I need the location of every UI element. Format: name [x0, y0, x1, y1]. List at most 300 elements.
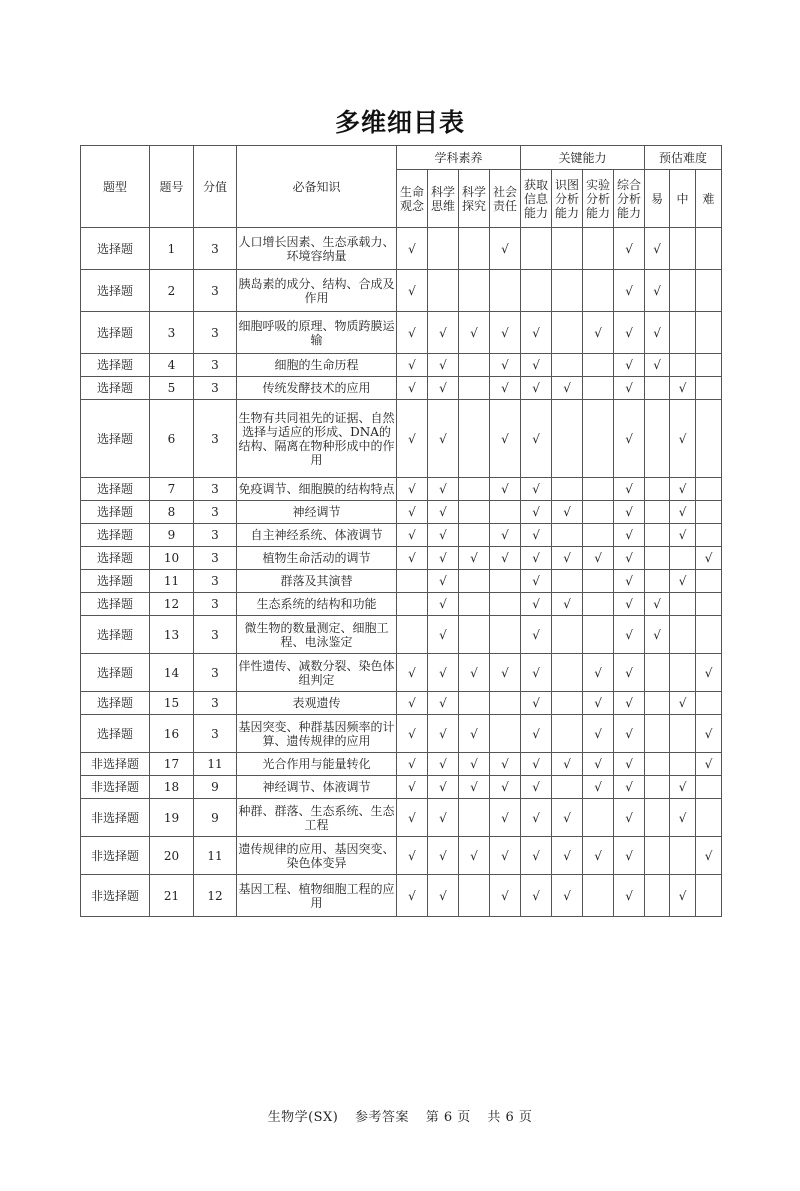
- cell-number: 15: [150, 692, 194, 715]
- check-cell: √: [428, 799, 459, 837]
- header-group-ability: 关键能力: [521, 146, 645, 170]
- check-cell: [645, 715, 670, 753]
- cell-type: 选择题: [81, 570, 150, 593]
- check-cell: [459, 270, 490, 312]
- check-cell: √: [428, 524, 459, 547]
- check-cell: √: [428, 875, 459, 917]
- check-cell: [459, 570, 490, 593]
- check-cell: [583, 799, 614, 837]
- check-cell: √: [397, 875, 428, 917]
- check-cell: [459, 875, 490, 917]
- check-cell: [645, 776, 670, 799]
- check-cell: √: [397, 270, 428, 312]
- check-cell: √: [428, 547, 459, 570]
- check-cell: [670, 837, 696, 875]
- table-row: [81, 715, 722, 753]
- check-cell: √: [459, 312, 490, 354]
- cell-score: 3: [194, 547, 237, 570]
- cell-knowledge: 细胞呼吸的原理、物质跨膜运输: [237, 312, 397, 354]
- check-cell: √: [696, 654, 722, 692]
- check-cell: √: [670, 776, 696, 799]
- check-cell: [696, 524, 722, 547]
- cell-number: 14: [150, 654, 194, 692]
- cell-score: 11: [194, 753, 237, 776]
- check-cell: [645, 377, 670, 400]
- check-cell: √: [583, 715, 614, 753]
- check-cell: √: [428, 478, 459, 501]
- table-row: [81, 354, 722, 377]
- check-cell: √: [428, 776, 459, 799]
- cell-knowledge: 伴性遗传、减数分裂、染色体组判定: [237, 654, 397, 692]
- check-cell: [459, 354, 490, 377]
- check-cell: [670, 616, 696, 654]
- check-cell: [490, 570, 521, 593]
- cell-number: 16: [150, 715, 194, 753]
- cell-score: 3: [194, 270, 237, 312]
- check-cell: √: [521, 837, 552, 875]
- check-cell: √: [459, 547, 490, 570]
- cell-knowledge: 植物生命活动的调节: [237, 547, 397, 570]
- header-group-literacy: 学科素养: [397, 146, 521, 170]
- check-cell: [670, 715, 696, 753]
- check-cell: [670, 753, 696, 776]
- cell-number: 21: [150, 875, 194, 917]
- cell-type: 选择题: [81, 616, 150, 654]
- cell-knowledge: 种群、群落、生态系统、生态工程: [237, 799, 397, 837]
- check-cell: [645, 692, 670, 715]
- cell-type: 选择题: [81, 524, 150, 547]
- cell-type: 选择题: [81, 312, 150, 354]
- check-cell: [459, 692, 490, 715]
- check-cell: [583, 270, 614, 312]
- check-cell: [645, 570, 670, 593]
- cell-score: 3: [194, 692, 237, 715]
- check-cell: √: [670, 570, 696, 593]
- check-cell: √: [645, 228, 670, 270]
- check-cell: √: [397, 654, 428, 692]
- page-footer: [0, 1106, 800, 1125]
- check-cell: √: [614, 799, 645, 837]
- check-cell: √: [670, 692, 696, 715]
- check-cell: √: [696, 547, 722, 570]
- check-cell: √: [614, 753, 645, 776]
- cell-knowledge: 神经调节、体液调节: [237, 776, 397, 799]
- check-cell: √: [614, 312, 645, 354]
- subheader-cell: 科学 思维: [428, 170, 459, 228]
- check-cell: √: [490, 478, 521, 501]
- check-cell: [670, 228, 696, 270]
- check-cell: √: [670, 799, 696, 837]
- check-cell: √: [428, 501, 459, 524]
- check-cell: √: [490, 799, 521, 837]
- cell-number: 9: [150, 524, 194, 547]
- cell-type: 选择题: [81, 547, 150, 570]
- header-number: 题号: [150, 146, 194, 228]
- cell-score: 3: [194, 354, 237, 377]
- check-cell: √: [490, 400, 521, 478]
- check-cell: √: [552, 377, 583, 400]
- check-cell: [397, 616, 428, 654]
- subheader-cell: 难: [696, 170, 722, 228]
- check-cell: √: [459, 776, 490, 799]
- check-cell: √: [614, 837, 645, 875]
- cell-score: 12: [194, 875, 237, 917]
- cell-number: 1: [150, 228, 194, 270]
- table-row: [81, 799, 722, 837]
- check-cell: √: [614, 377, 645, 400]
- check-cell: √: [583, 692, 614, 715]
- check-cell: [696, 228, 722, 270]
- cell-score: 3: [194, 501, 237, 524]
- check-cell: √: [490, 753, 521, 776]
- check-cell: √: [521, 570, 552, 593]
- cell-type: 选择题: [81, 478, 150, 501]
- check-cell: √: [397, 354, 428, 377]
- check-cell: [645, 524, 670, 547]
- check-cell: √: [428, 837, 459, 875]
- cell-knowledge: 基因突变、种群基因频率的计算、遗传规律的应用: [237, 715, 397, 753]
- check-cell: √: [521, 753, 552, 776]
- cell-number: 4: [150, 354, 194, 377]
- check-cell: √: [428, 692, 459, 715]
- check-cell: √: [583, 547, 614, 570]
- check-cell: √: [397, 547, 428, 570]
- header-score: 分值: [194, 146, 237, 228]
- check-cell: [490, 270, 521, 312]
- cell-type: 非选择题: [81, 753, 150, 776]
- check-cell: [459, 478, 490, 501]
- cell-number: 12: [150, 593, 194, 616]
- cell-score: 11: [194, 837, 237, 875]
- check-cell: [583, 875, 614, 917]
- check-cell: [459, 593, 490, 616]
- check-cell: [583, 616, 614, 654]
- check-cell: [645, 875, 670, 917]
- check-cell: √: [428, 570, 459, 593]
- cell-type: 选择题: [81, 593, 150, 616]
- header-knowledge: 必备知识: [237, 146, 397, 228]
- check-cell: √: [397, 377, 428, 400]
- check-cell: [696, 570, 722, 593]
- cell-knowledge: 传统发酵技术的应用: [237, 377, 397, 400]
- check-cell: √: [521, 654, 552, 692]
- check-cell: √: [696, 837, 722, 875]
- check-cell: √: [670, 501, 696, 524]
- cell-type: 非选择题: [81, 776, 150, 799]
- check-cell: [459, 799, 490, 837]
- check-cell: √: [583, 312, 614, 354]
- table-row: [81, 270, 722, 312]
- cell-number: 7: [150, 478, 194, 501]
- check-cell: [552, 228, 583, 270]
- check-cell: [696, 501, 722, 524]
- cell-score: 3: [194, 312, 237, 354]
- check-cell: [490, 593, 521, 616]
- check-cell: √: [614, 616, 645, 654]
- cell-number: 18: [150, 776, 194, 799]
- check-cell: [670, 654, 696, 692]
- cell-type: 选择题: [81, 654, 150, 692]
- check-cell: [459, 228, 490, 270]
- cell-knowledge: 基因工程、植物细胞工程的应用: [237, 875, 397, 917]
- check-cell: √: [614, 524, 645, 547]
- check-cell: √: [614, 270, 645, 312]
- table-row: [81, 654, 722, 692]
- check-cell: √: [645, 354, 670, 377]
- check-cell: √: [696, 715, 722, 753]
- check-cell: √: [490, 776, 521, 799]
- check-cell: √: [397, 228, 428, 270]
- check-cell: √: [521, 799, 552, 837]
- check-cell: √: [552, 753, 583, 776]
- check-cell: √: [490, 377, 521, 400]
- cell-number: 17: [150, 753, 194, 776]
- table-row: [81, 547, 722, 570]
- table-row: [81, 228, 722, 270]
- check-cell: √: [428, 715, 459, 753]
- cell-knowledge: 群落及其演替: [237, 570, 397, 593]
- table-row: [81, 692, 722, 715]
- check-cell: [645, 501, 670, 524]
- check-cell: √: [521, 875, 552, 917]
- check-cell: [583, 524, 614, 547]
- cell-knowledge: 生态系统的结构和功能: [237, 593, 397, 616]
- check-cell: [397, 593, 428, 616]
- header-type: 题型: [81, 146, 150, 228]
- cell-type: 选择题: [81, 501, 150, 524]
- check-cell: √: [521, 354, 552, 377]
- header-group-difficulty: 预估难度: [645, 146, 722, 170]
- check-cell: [583, 400, 614, 478]
- check-cell: [583, 593, 614, 616]
- subheader-cell: 实验 分析 能力: [583, 170, 614, 228]
- check-cell: [583, 570, 614, 593]
- check-cell: [645, 654, 670, 692]
- check-cell: [552, 524, 583, 547]
- check-cell: √: [583, 753, 614, 776]
- check-cell: √: [521, 478, 552, 501]
- check-cell: √: [521, 501, 552, 524]
- check-cell: [521, 228, 552, 270]
- table-row: [81, 478, 722, 501]
- cell-knowledge: 细胞的生命历程: [237, 354, 397, 377]
- check-cell: [583, 228, 614, 270]
- check-cell: √: [397, 799, 428, 837]
- cell-score: 3: [194, 570, 237, 593]
- check-cell: [696, 875, 722, 917]
- check-cell: √: [459, 753, 490, 776]
- cell-score: 3: [194, 524, 237, 547]
- cell-number: 11: [150, 570, 194, 593]
- check-cell: [459, 400, 490, 478]
- cell-score: 9: [194, 799, 237, 837]
- cell-score: 3: [194, 377, 237, 400]
- check-cell: [552, 570, 583, 593]
- check-cell: √: [645, 616, 670, 654]
- check-cell: [645, 478, 670, 501]
- cell-knowledge: 神经调节: [237, 501, 397, 524]
- check-cell: √: [670, 478, 696, 501]
- check-cell: [490, 715, 521, 753]
- check-cell: √: [614, 692, 645, 715]
- cell-number: 8: [150, 501, 194, 524]
- check-cell: [583, 377, 614, 400]
- cell-number: 3: [150, 312, 194, 354]
- cell-number: 5: [150, 377, 194, 400]
- cell-knowledge: 遗传规律的应用、基因突变、染色体变异: [237, 837, 397, 875]
- check-cell: [459, 616, 490, 654]
- check-cell: √: [552, 875, 583, 917]
- check-cell: [670, 312, 696, 354]
- check-cell: √: [614, 715, 645, 753]
- check-cell: √: [645, 593, 670, 616]
- check-cell: √: [459, 715, 490, 753]
- check-cell: [670, 354, 696, 377]
- check-cell: √: [552, 501, 583, 524]
- cell-number: 6: [150, 400, 194, 478]
- check-cell: [552, 654, 583, 692]
- check-cell: [645, 837, 670, 875]
- check-cell: √: [614, 478, 645, 501]
- check-cell: √: [459, 654, 490, 692]
- check-cell: √: [521, 377, 552, 400]
- table-row: [81, 753, 722, 776]
- check-cell: √: [521, 616, 552, 654]
- check-cell: √: [521, 715, 552, 753]
- subheader-cell: 科学 探究: [459, 170, 490, 228]
- check-cell: √: [490, 837, 521, 875]
- cell-knowledge: 胰岛素的成分、结构、合成及作用: [237, 270, 397, 312]
- check-cell: √: [552, 593, 583, 616]
- cell-type: 非选择题: [81, 837, 150, 875]
- check-cell: √: [614, 776, 645, 799]
- subheader-cell: 识图 分析 能力: [552, 170, 583, 228]
- check-cell: √: [552, 837, 583, 875]
- footer-label: 参考答案: [355, 1110, 410, 1125]
- check-cell: [645, 547, 670, 570]
- check-cell: [459, 377, 490, 400]
- cell-number: 2: [150, 270, 194, 312]
- table-row: [81, 616, 722, 654]
- cell-score: 3: [194, 654, 237, 692]
- subheader-cell: 社会 责任: [490, 170, 521, 228]
- check-cell: √: [397, 692, 428, 715]
- check-cell: √: [521, 400, 552, 478]
- table-row: [81, 524, 722, 547]
- table-row: [81, 501, 722, 524]
- cell-type: 非选择题: [81, 799, 150, 837]
- footer-subject: 生物学(SX): [267, 1110, 339, 1125]
- check-cell: √: [490, 654, 521, 692]
- check-cell: √: [670, 524, 696, 547]
- check-cell: [397, 570, 428, 593]
- cell-type: 选择题: [81, 354, 150, 377]
- subheader-cell: 综合 分析 能力: [614, 170, 645, 228]
- check-cell: [490, 692, 521, 715]
- cell-type: 选择题: [81, 692, 150, 715]
- check-cell: √: [521, 593, 552, 616]
- table-row: [81, 593, 722, 616]
- footer-total: 共 6 页: [487, 1110, 533, 1125]
- check-cell: [490, 616, 521, 654]
- cell-knowledge: 免疫调节、细胞膜的结构特点: [237, 478, 397, 501]
- cell-number: 20: [150, 837, 194, 875]
- check-cell: √: [397, 753, 428, 776]
- subheader-cell: 获取 信息 能力: [521, 170, 552, 228]
- check-cell: √: [397, 837, 428, 875]
- table-row: [81, 400, 722, 478]
- check-cell: √: [521, 692, 552, 715]
- check-cell: [696, 400, 722, 478]
- check-cell: √: [397, 524, 428, 547]
- check-cell: √: [490, 875, 521, 917]
- check-cell: √: [428, 354, 459, 377]
- check-cell: [583, 354, 614, 377]
- cell-type: 选择题: [81, 400, 150, 478]
- check-cell: √: [583, 776, 614, 799]
- check-cell: [552, 478, 583, 501]
- table-row: [81, 312, 722, 354]
- check-cell: [552, 354, 583, 377]
- check-cell: [696, 692, 722, 715]
- cell-score: 3: [194, 616, 237, 654]
- cell-type: 选择题: [81, 715, 150, 753]
- cell-score: 3: [194, 478, 237, 501]
- check-cell: √: [670, 377, 696, 400]
- check-cell: √: [428, 377, 459, 400]
- check-cell: [696, 799, 722, 837]
- check-cell: [552, 400, 583, 478]
- check-cell: √: [397, 478, 428, 501]
- cell-number: 10: [150, 547, 194, 570]
- check-cell: √: [428, 753, 459, 776]
- footer-page: 第 6 页: [425, 1110, 471, 1125]
- check-cell: √: [428, 593, 459, 616]
- check-cell: √: [397, 312, 428, 354]
- cell-score: 3: [194, 715, 237, 753]
- check-cell: [552, 776, 583, 799]
- check-cell: [552, 312, 583, 354]
- check-cell: [696, 312, 722, 354]
- check-cell: √: [459, 837, 490, 875]
- check-cell: [696, 593, 722, 616]
- check-cell: √: [670, 875, 696, 917]
- check-cell: [459, 524, 490, 547]
- check-cell: √: [521, 776, 552, 799]
- check-cell: √: [583, 837, 614, 875]
- check-cell: √: [614, 228, 645, 270]
- check-cell: [696, 270, 722, 312]
- check-cell: √: [696, 753, 722, 776]
- check-cell: [696, 377, 722, 400]
- cell-type: 选择题: [81, 270, 150, 312]
- check-cell: √: [614, 400, 645, 478]
- check-cell: [696, 478, 722, 501]
- check-cell: [552, 692, 583, 715]
- check-cell: [583, 501, 614, 524]
- check-cell: √: [397, 400, 428, 478]
- check-cell: √: [490, 524, 521, 547]
- check-cell: [428, 270, 459, 312]
- cell-knowledge: 微生物的数量测定、细胞工程、电泳鉴定: [237, 616, 397, 654]
- check-cell: [552, 270, 583, 312]
- table-row: [81, 377, 722, 400]
- check-cell: √: [490, 228, 521, 270]
- cell-score: 3: [194, 228, 237, 270]
- check-cell: √: [552, 547, 583, 570]
- cell-knowledge: 人口增长因素、生态承载力、环境容纳量: [237, 228, 397, 270]
- check-cell: [645, 799, 670, 837]
